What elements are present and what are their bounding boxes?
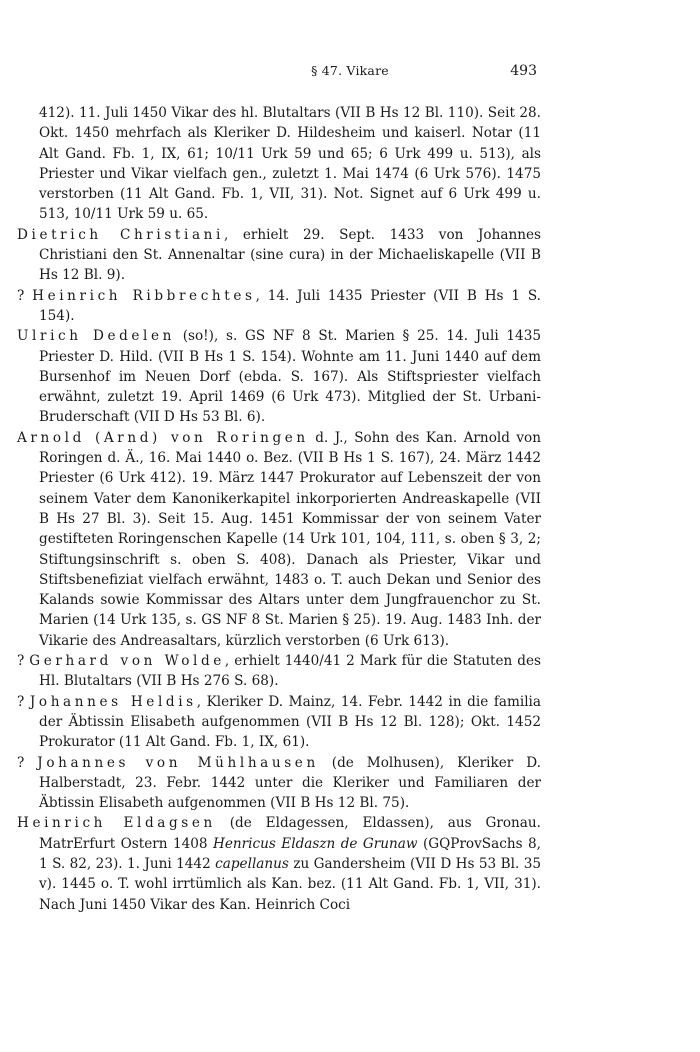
italic-quote: Henricus Eldaszn de Grunaw <box>213 835 418 852</box>
person-name: Arnold (Arnd) von Roringen <box>17 429 309 446</box>
entry-continuation: 412). 11. Juli 1450 Vikar des hl. Blutaltars (VII B Hs 12 Bl. 110). Seit 28. Okt. 1450 mehrfach als Kleriker D. Hildesheim und kaiserl. Notar (11 Alt Gand. Fb. 1, IX, 61; 10/11 Urk 59 und 65; 6 Urk 499 u. 513), als Priester und Vikar vielfach gen., zuletzt 1. Mai 1474 (6 Urk 576). 1475 verstorben (11 Alt Gand. Fb. 1, VII, 31). Not. Signet auf 6 Urk 499 u. 513, 10/11 Urk 59 u. 65. <box>39 105 541 223</box>
entry-johannes-von-muehlhausen: ? Johannes von Mühlhausen (de Molhusen), Kleriker D. Halberstadt, 23. Febr. 1442 unter die Kleriker und Familiaren der Äbtissin Elisabeth aufgenommen (VII B Hs 12 Bl. 75). <box>17 754 541 812</box>
entry-johannes-heldis: ? Johannes Heldis, Kleriker D. Mainz, 14. Febr. 1442 in die familia der Äbtissin Elisabeth aufgenommen (VII B Hs 12 Bl. 128); Okt. 1452 Prokurator (11 Alt Gand. Fb. 1, IX, 61). <box>17 693 542 751</box>
entry-dietrich-christiani: Dietrich Christiani, erhielt 29. Sept. 1433 von Johannes Christiani den St. Annenaltar (sine cura) in der Michaeliskapelle (VII B Hs 12 Bl. 9). <box>17 226 541 284</box>
person-name: Johannes Heldis <box>29 693 197 710</box>
entry-gerhard-von-wolde: ? Gerhard von Wolde, erhielt 1440/41 2 Mark für die Statuten des Hl. Blutaltars (VII B Hs 276 S. 68). <box>17 653 542 690</box>
person-name: Heinrich Ribbrechtes <box>32 287 256 304</box>
section-title: § 47. Vikare <box>311 63 389 78</box>
entry-heinrich-eldagsen: Heinrich Eldagsen (de Eldagessen, Eldassen), aus Gronau. MatrErfurt Ostern 1408 Henricus Eldaszn de Grunaw (GQProvSachs 8, 1 S. 82, 23). 1. Juni 1442 capellanus zu Gandersheim (VII D Hs 53 Bl. 35 v). 1445 o. T. wohl irrtümlich als Kan. bez. (11 Alt Gand. Fb. 1, VII, 31). Nach Juni 1450 Vikar des Kan. Heinrich Coci <box>17 815 541 913</box>
entry-heinrich-ribbrechtes: ? Heinrich Ribbrechtes, 14. Juli 1435 Priester (VII B Hs 1 S. 154). <box>17 287 541 324</box>
person-name: Ulrich Dedelen <box>17 328 175 345</box>
main-text <box>17 103 541 915</box>
person-name: Heinrich Eldagsen <box>17 815 216 832</box>
entry-ulrich-dedelen: Ulrich Dedelen (so!), s. GS NF 8 St. Marien § 25. 14. Juli 1435 Priester D. Hild. (VII B Hs 1 S. 154). Wohnte am 11. Juni 1440 auf dem Bursenhof im Neuen Dorf (ebda. S. 167). Als Stiftspriester vielfach erwähnt, zuletzt 19. April 1469 (6 Urk 473). Mitglied der St. Urbani-Bruderschaft (VII D Hs 53 Bl. 6). <box>17 328 541 426</box>
person-name: Gerhard von Wolde <box>29 653 225 670</box>
page-number: 493 <box>510 63 537 79</box>
person-name: Dietrich Christiani <box>17 226 224 243</box>
italic-term: capellanus <box>215 855 289 872</box>
running-header <box>0 63 700 83</box>
entry-arnold-von-roringen: Arnold (Arnd) von Roringen d. J., Sohn des Kan. Arnold von Roringen d. Ä., 16. Mai 1440 o. Bez. (VII B Hs 1 S. 167), 24. März 1442 Priester (6 Urk 412). 19. März 1447 Prokurator auf Lebenszeit der von seinem Vater dem Kanonikerkapitel inkorporierten Andreaskapelle (VII B Hs 27 Bl. 3). Seit 15. Aug. 1451 Kommissar der von seinem Vater gestifteten Roringenschen Kapelle (14 Urk 101, 104, 111, s. oben § 3, 2; Stiftungsinschrift s. oben S. 408). Danach als Priester, Vikar und Stiftsbenefiziat vielfach erwähnt, 1483 o. T. auch Dekan und Senior des Kalands sowie Kommissar des Altars unter dem Jungfrauenchor zu St. Marien (14 Urk 135, s. GS NF 8 St. Marien § 25). 19. Aug. 1483 Inh. der Vikarie des Andreasaltars, kürzlich verstorben (6 Urk 613). <box>17 429 541 649</box>
person-name: Johannes von Mühlhausen <box>37 754 319 771</box>
